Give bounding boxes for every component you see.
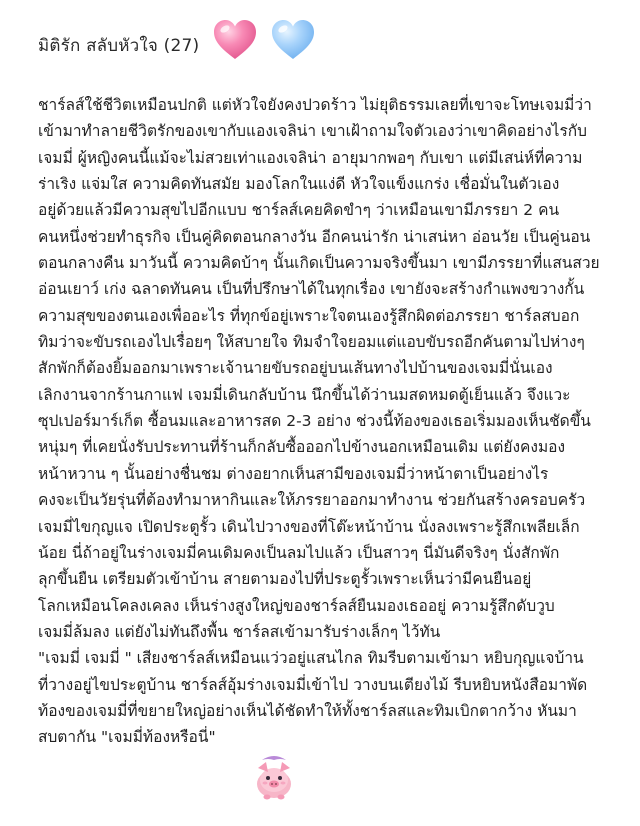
story-line: ตอนกลางคืน มาวันนี้ ความคิดบ้าๆ นั้นเกิดเป็นความจริงขึ้นมา เขามีภรรยาที่แสนสวย <box>38 254 600 273</box>
story-line: ซุปเปอร์มาร์เก็ต ซื้อนมและอาหารสด 2-3 อย่าง ช่วงนี้ท้องของเธอเริ่มมองเห็นชัดขึ้น <box>38 412 591 431</box>
story-line: เจมมี่ ผู้หญิงคนนี้แม้จะไม่สวยเท่าแองเจลิน่า อายุมากพอๆ กับเขา แต่มีเสน่ห์ที่ความ <box>38 148 583 167</box>
story-line: ลุกขึ้นยืน เตรียมตัวเข้าบ้าน สายตามองไปที่ประตูรั้วเพราะเห็นว่ามีคนยืนอยู่ <box>38 570 532 589</box>
story-line: ที่วางอยู่ไขประตูบ้าน ชาร์ลส์อุ้มร่างเจมมี่เข้าไป วางบนเตียงไม้ รีบหยิบหนังสือมาพัด <box>38 675 588 694</box>
story-line: เจมมี่ไขกุญแจ เปิดประตูรั้ว เดินไปวางของที่โต๊ะหน้าบ้าน นั่งลงเพราะรู้สึกเพลียเล็ก <box>38 517 580 536</box>
story-line: คนหนึ่งช่วยทำธุรกิจ เป็นคู่คิดตอนกลางวัน อีกคนน่ารัก น่าเสน่หา อ่อนวัย เป็นคู่นอน <box>38 227 591 246</box>
story-line: ร่าเริง แจ่มใส ความคิดทันสมัย มองโลกในแง่ดี หัวใจแข็งแกร่ง เชื่อมั่นในตัวเอง <box>38 175 560 194</box>
story-line: อยู่ด้วยแล้วมีความสุขไปอีกแบบ ชาร์ลส์เคยคิดขำๆ ว่าเหมือนเขามีภรรยา 2 คน <box>38 201 560 220</box>
story-line: เจมมี่ล้มลง แต่ยังไม่ทันถึงพื้น ชาร์ลสเข้ามารับร่างเล็กๆ ไว้ทัน <box>38 622 441 641</box>
blue-heart-icon <box>270 18 316 62</box>
pink-pig-sticker-icon <box>248 752 300 804</box>
chapter-title: มิติรัก สลับหัวใจ (27) <box>38 35 200 56</box>
story-line: ท้องของเจมมี่ที่ขยายใหญ่อย่างเห็นได้ชัดทำให้ทั้งชาร์ลสและทิมเบิกตากว้าง หันมา <box>38 701 577 720</box>
story-line: หน้าหวาน ๆ นั้นอย่างชื่นชม ต่างอยากเห็นสามีของเจมมี่ว่าหน้าตาเป็นอย่างไร <box>38 464 549 483</box>
story-line: คงจะเป็นวัยรุ่นที่ต้องทำมาหากินและให้ภรรยาออกมาทำงาน ช่วยกันสร้างครอบครัว <box>38 491 586 510</box>
story-line: อ่อนเยาว์ เก่ง ฉลาดทันคน เป็นที่ปรึกษาได้ในทุกเรื่อง เขายังจะสร้างกำแพงขวางกั้น <box>38 280 585 299</box>
story-line: ชาร์ลส์ใช้ชีวิตเหมือนปกติ แต่หัวใจยังคงปวดร้าว ไม่ยุติธรรมเลยที่เขาจะโทษเจมมี่ว่า <box>38 96 592 114</box>
story-line: หนุ่มๆ ที่เคยนั่งรับประทานที่ร้านก็กลับซื้อออกไปข้างนอกเหมือนเดิม แต่ยังคงมอง <box>38 438 566 457</box>
story-line: สักพักก็ต้องยิ้มออกมาเพราะเจ้านายขับรถอยู่บนเส้นทางไปบ้านของเจมมี่นั่นเอง <box>38 359 553 378</box>
pink-heart-icon <box>212 18 258 62</box>
story-line: ความสุขของตนเองเพื่ออะไร ที่ทุกข์อยู่เพราะใจตนเองรู้สึกผิดต่อภรรยา ชาร์ลสบอก <box>38 306 580 325</box>
story-body <box>38 92 618 751</box>
story-line: "เจมมี่ เจมมี่ " เสียงชาร์ลส์เหมือนแว่วอยู่แสนไกล ทิมรีบตามเข้ามา หยิบกุญแจบ้าน <box>38 649 584 668</box>
story-line: โลกเหมือนโคลงเคลง เห็นร่างสูงใหญ่ของชาร์ลส์ยืนมองเธออยู่ ความรู้สึกดับวูบ <box>38 596 555 615</box>
story-line: น้อย นี่ถ้าอยู่ในร่างเจมมี่คนเดิมคงเป็นลมไปแล้ว เป็นสาวๆ นี่มันดีจริงๆ นั่งสักพัก <box>38 543 560 562</box>
story-line: ทิมว่าจะขับรถเองไปเรื่อยๆ ให้สบายใจ ทิมจำใจยอมแต่แอบขับรถอีกคันตามไปห่างๆ <box>38 333 585 352</box>
heart-decorations <box>212 18 316 62</box>
story-line: เลิกงานจากร้านกาแฟ เจมมี่เดินกลับบ้าน นึกขึ้นได้ว่านมสดหมดตู้เย็นแล้ว จึงแวะ <box>38 385 571 404</box>
story-line: สบตากัน "เจมมี่ท้องหรือนี่" <box>38 728 216 747</box>
chapter-header <box>38 30 199 60</box>
story-line: เข้ามาทำลายชีวิตรักของเขากับแองเจลิน่า เขาเฝ้าถามใจตัวเองว่าเขาคิดอย่างไรกับ <box>38 122 588 141</box>
